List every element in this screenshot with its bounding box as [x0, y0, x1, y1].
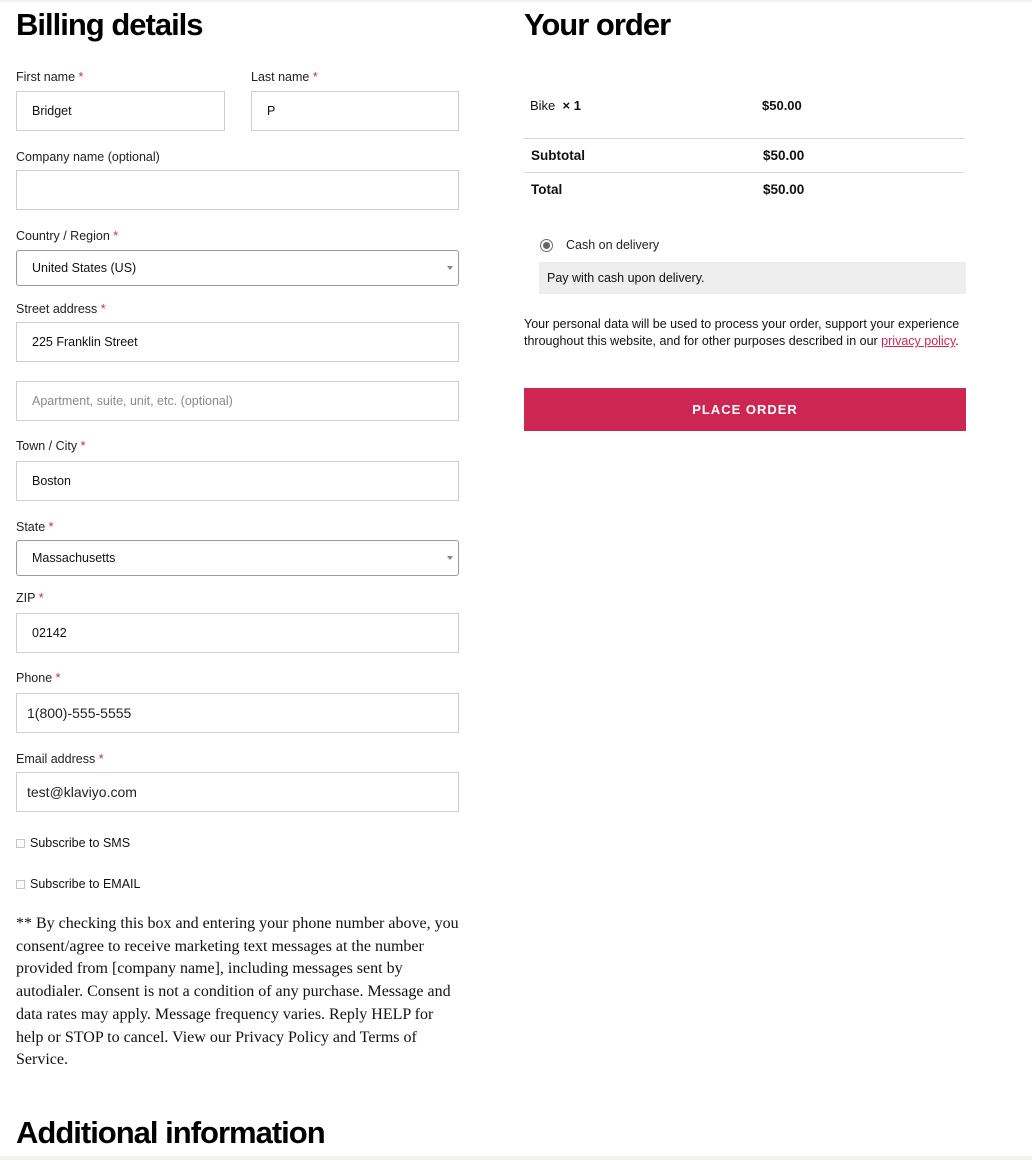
subscribe-email-checkbox[interactable]	[16, 880, 25, 889]
email-input[interactable]	[16, 772, 459, 812]
country-select[interactable]	[16, 250, 459, 286]
sms-consent-text: ** By checking this box and entering your phone number above, you consent/agree to receive marketing text messages at the number provided from [company name], including messages sent by autodialer. Consent is not a condition of any purchase. Message and data rates may apply. Message frequency varies. Reply HELP for help or STOP to cancel. View our Privacy Policy and Terms of Service.	[16, 915, 459, 1069]
last-name-label	[251, 70, 318, 84]
cash-on-delivery-radio[interactable]	[540, 239, 553, 252]
payment-description: Pay with cash upon delivery.	[547, 271, 705, 285]
order-heading: Your order	[524, 7, 671, 42]
city-input[interactable]	[16, 461, 459, 501]
order-item-qty: × 1	[562, 98, 581, 113]
order-divider	[524, 138, 964, 139]
cash-on-delivery-label[interactable]: Cash on delivery	[566, 238, 660, 252]
subscribe-email-label: Subscribe to EMAIL	[30, 877, 141, 891]
required-mark: *	[80, 439, 86, 453]
state-label-text: State	[16, 520, 46, 534]
required-mark: *	[48, 520, 54, 534]
required-mark: *	[113, 229, 119, 243]
city-label-text: Town / City	[16, 439, 78, 453]
total-label: Total	[531, 182, 563, 197]
subscribe-sms-label: Subscribe to SMS	[30, 836, 131, 850]
place-order-button[interactable]: PLACE ORDER	[524, 388, 966, 431]
order-item-name-text: Bike	[530, 98, 556, 113]
privacy-notice-end: .	[955, 334, 959, 348]
city-label	[16, 439, 86, 453]
street-label-text: Street address	[16, 302, 98, 316]
chevron-down-icon	[447, 266, 453, 270]
subtotal-label: Subtotal	[531, 148, 585, 163]
email-label	[16, 752, 104, 766]
page-top-strip	[0, 0, 1032, 2]
privacy-notice	[524, 316, 969, 350]
country-label-text: Country / Region	[16, 229, 110, 243]
last-name-input[interactable]	[251, 91, 459, 131]
privacy-notice-text: Your personal data will be used to process your order, support your experience throughout this website, and for other purposes described in our	[524, 317, 960, 348]
phone-label	[16, 671, 61, 685]
order-item-price: $50.00	[762, 98, 802, 113]
first-name-label	[16, 70, 83, 84]
chevron-down-icon	[447, 556, 453, 560]
zip-label	[16, 591, 44, 605]
page-bottom-strip	[0, 1156, 1032, 1160]
street-label	[16, 302, 106, 316]
required-mark: *	[98, 752, 104, 766]
company-input[interactable]	[16, 170, 459, 210]
required-mark: *	[312, 70, 318, 84]
street-address-2-input[interactable]	[16, 381, 459, 421]
order-item-name	[530, 98, 581, 113]
required-mark: *	[38, 591, 44, 605]
subscribe-sms-row[interactable]	[16, 836, 130, 850]
required-mark: *	[78, 70, 84, 84]
zip-input[interactable]	[16, 613, 459, 653]
state-label	[16, 520, 54, 534]
required-mark: *	[55, 671, 61, 685]
billing-heading: Billing details	[16, 7, 203, 42]
order-divider	[524, 172, 964, 173]
additional-information-heading: Additional information	[16, 1115, 325, 1150]
company-label: Company name (optional)	[16, 150, 160, 164]
privacy-policy-link[interactable]: privacy policy	[881, 334, 956, 348]
phone-input[interactable]	[16, 693, 459, 733]
first-name-label-text: First name	[16, 70, 76, 84]
required-mark: *	[100, 302, 106, 316]
payment-description-box	[539, 262, 966, 294]
state-select-value: Massachusetts	[32, 551, 116, 565]
phone-label-text: Phone	[16, 671, 53, 685]
country-select-value: United States (US)	[32, 261, 137, 275]
country-label	[16, 229, 118, 243]
subtotal-value: $50.00	[763, 148, 805, 163]
subscribe-email-row[interactable]	[16, 877, 140, 891]
subscribe-sms-checkbox[interactable]	[16, 839, 25, 848]
state-select[interactable]	[16, 540, 459, 576]
total-value: $50.00	[763, 182, 805, 197]
first-name-input[interactable]	[16, 91, 225, 131]
street-address-input[interactable]	[16, 322, 459, 362]
zip-label-text: ZIP	[16, 591, 36, 605]
email-label-text: Email address	[16, 752, 96, 766]
last-name-label-text: Last name	[251, 70, 310, 84]
